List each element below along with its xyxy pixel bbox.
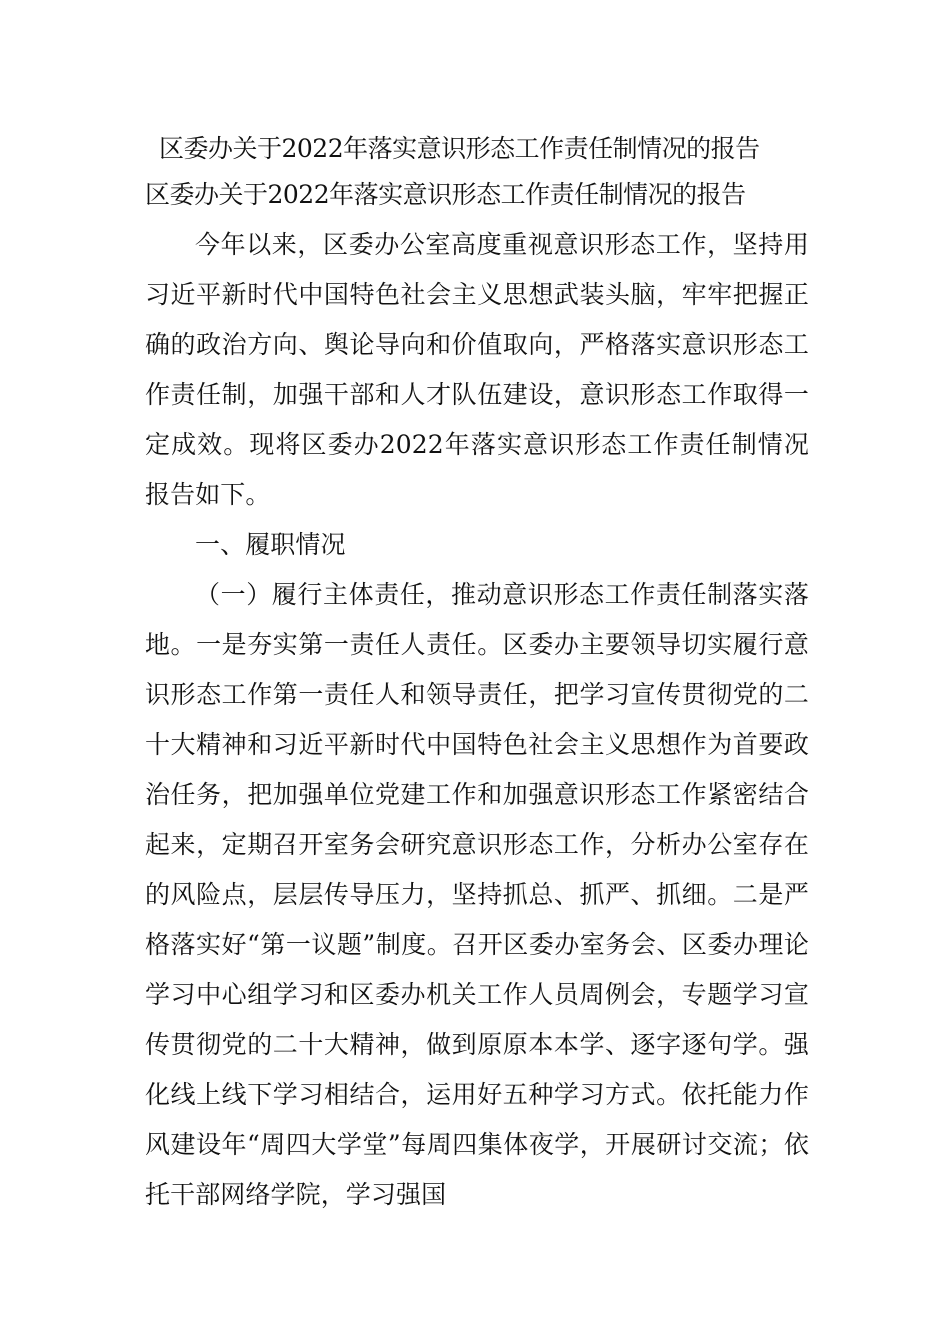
- document-title-repeat: 区委办关于2022年落实意识形态工作责任制情况的报告: [145, 180, 746, 209]
- document-content: [145, 126, 809, 1220]
- document-body: [145, 220, 809, 1220]
- section-heading: 一、履职情况: [195, 530, 346, 559]
- document-title: 区委办关于2022年落实意识形态工作责任制情况的报告: [159, 134, 760, 163]
- body-paragraph: （一）履行主体责任，推动意识形态工作责任制落实落地。一是夯实第一责任人责任。区委办主要领导切实履行意识形态工作第一责任人和领导责任，把学习宣传贯彻党的二十大精神和习近平新时代中国特色社会主义思想作为首要政治任务，把加强单位党建工作和加强意识形态工作紧密结合起来，定期召开室务会研究意识形态工作，分析办公室存在的风险点，层层传导压力，坚持抓总、抓严、抓细。二是严格落实好“第一议题”制度。召开区委办室务会、区委办理论学习中心组学习和区委办机关工作人员周例会，专题学习宣传贯彻党的二十大精神，做到原原本本学、逐字逐句学。强化线上线下学习相结合，运用好五种学习方式。依托能力作风建设年“周四大学堂”每周四集体夜学，开展研讨交流；依托干部网络学院，学习强国: [145, 580, 809, 1209]
- intro-paragraph: 今年以来，区委办公室高度重视意识形态工作，坚持用习近平新时代中国特色社会主义思想武装头脑，牢牢把握正确的政治方向、舆论导向和价值取向，严格落实意识形态工作责任制，加强干部和人才队伍建设，意识形态工作取得一定成效。现将区委办2022年落实意识形态工作责任制情况报告如下。: [145, 230, 809, 509]
